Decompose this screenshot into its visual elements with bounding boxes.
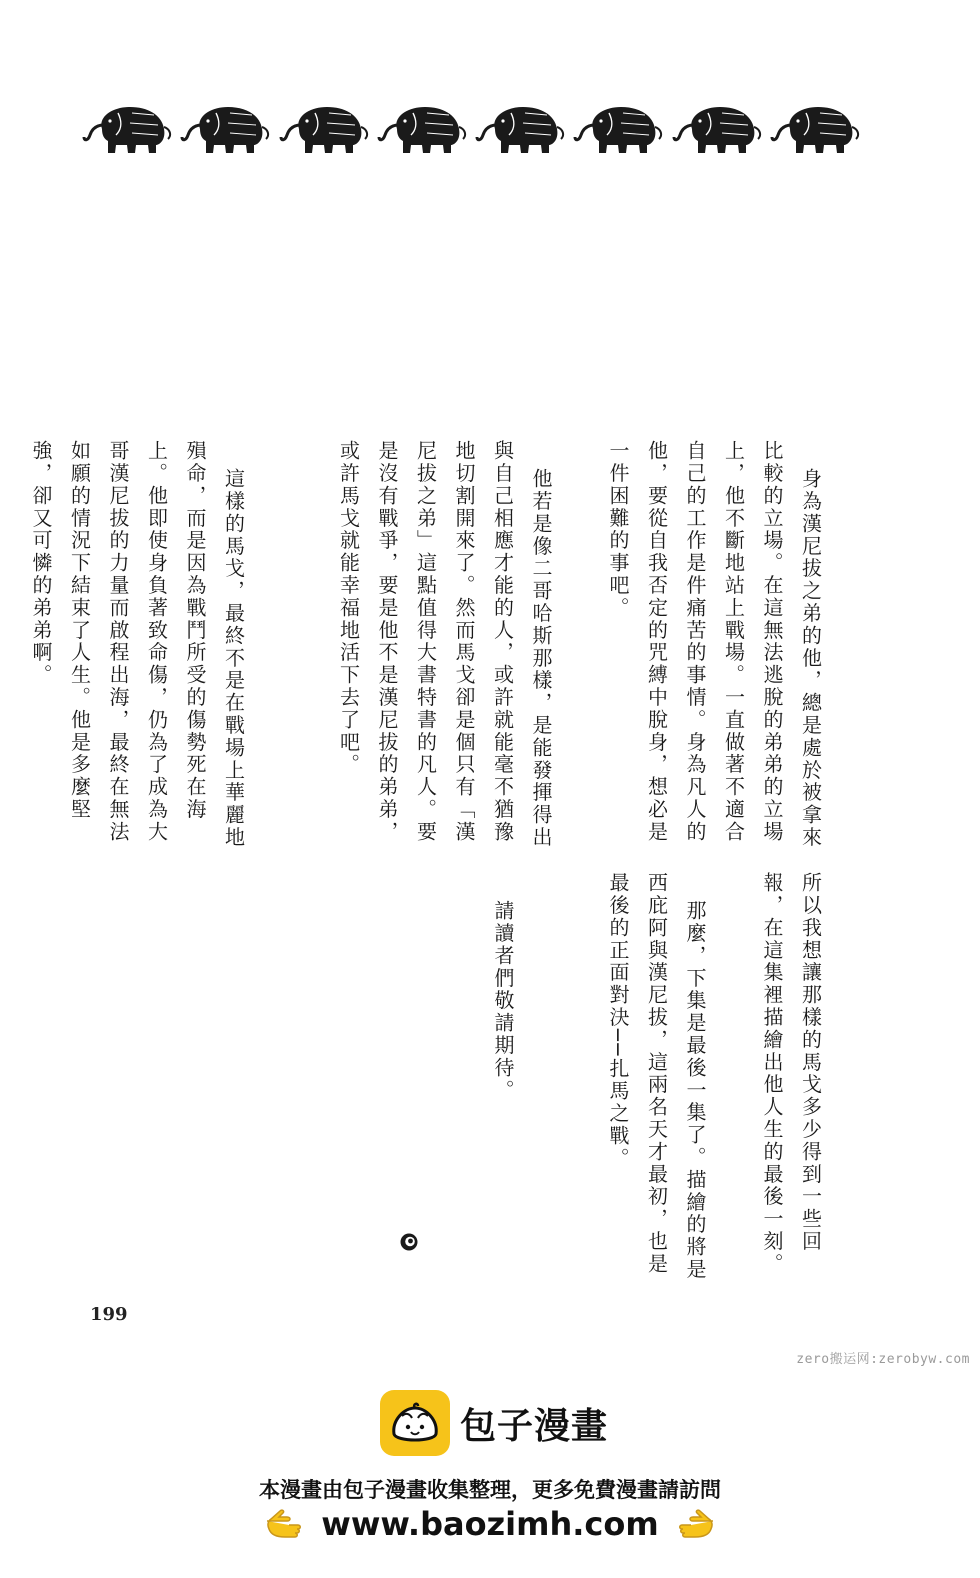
elephant-icon (377, 95, 469, 157)
pointing-hand-icon (265, 1509, 307, 1539)
footer-banner (0, 1385, 980, 1578)
page-number: 199 (90, 1304, 128, 1325)
elephant-icon (180, 95, 272, 157)
elephant-border (82, 95, 862, 157)
brand[interactable] (380, 1390, 608, 1456)
essay-paragraph: 請讀者們敬請期待。 (491, 900, 515, 1102)
watermark: zero搬运网:zerobyw.com (796, 1352, 970, 1367)
elephant-icon (770, 95, 862, 157)
pointing-hand-icon (673, 1509, 715, 1539)
essay-paragraph: 所以我想讓那樣的馬戈多少得到一些回報，在這集裡描繪出他人生的最後一刻。 (760, 872, 823, 1276)
elephant-icon (573, 95, 665, 157)
site-url-link[interactable]: www.baozimh.com (321, 1505, 659, 1543)
footer-notice: 本漫畫由包子漫畫收集整理，更多免費漫畫請訪問 (259, 1478, 721, 1502)
essay-paragraph: 那麼，下集是最後一集了。描繪的將是西庇阿與漢尼拔，這兩名天才最初，也是最後的正面對決──扎馬之戰。 (606, 872, 707, 1281)
spiral-ornament-icon (399, 1232, 419, 1252)
brand-name: 包子漫畫 (460, 1405, 609, 1447)
elephant-icon (672, 95, 764, 157)
essay-upper-block (0, 440, 868, 860)
elephant-icon (82, 95, 174, 157)
baozi-logo-icon (380, 1390, 450, 1456)
essay-lower-block (407, 872, 868, 1292)
elephant-icon (475, 95, 567, 157)
essay-paragraph: 身為漢尼拔之弟的他，總是處於被拿來比較的立場。在這無法逃脫的弟弟的立場上，他不斷地站上戰場。一直做著不適合自己的工作是件痛苦的事情。身為凡人的他，要從自我否定的咒縛中脫身，想必是一件困難的事吧。 (606, 440, 823, 849)
elephant-icon (279, 95, 371, 157)
footer-url-row (0, 1505, 980, 1543)
essay-paragraph: 他若是像二哥哈斯那樣，是能發揮得出與自己相應才能的人，或許就能毫不猶豫地切割開來了。然而馬戈卻是個只有「漢尼拔之弟」這點值得大書特書的凡人。要是沒有戰爭，要是他不是漢尼拔的弟弟，或許馬戈就能幸福地活下去了吧。 (336, 440, 553, 849)
essay-paragraph: 這樣的馬戈，最終不是在戰場上華麗地殞命，而是因為戰鬥所受的傷勢死在海上。他即使身負著致命傷，仍為了成為大哥漢尼拔的力量而啟程出海，最終在無法如願的情況下結束了人生。他是多麼堅強，卻又可憐的弟弟啊。 (29, 440, 246, 849)
